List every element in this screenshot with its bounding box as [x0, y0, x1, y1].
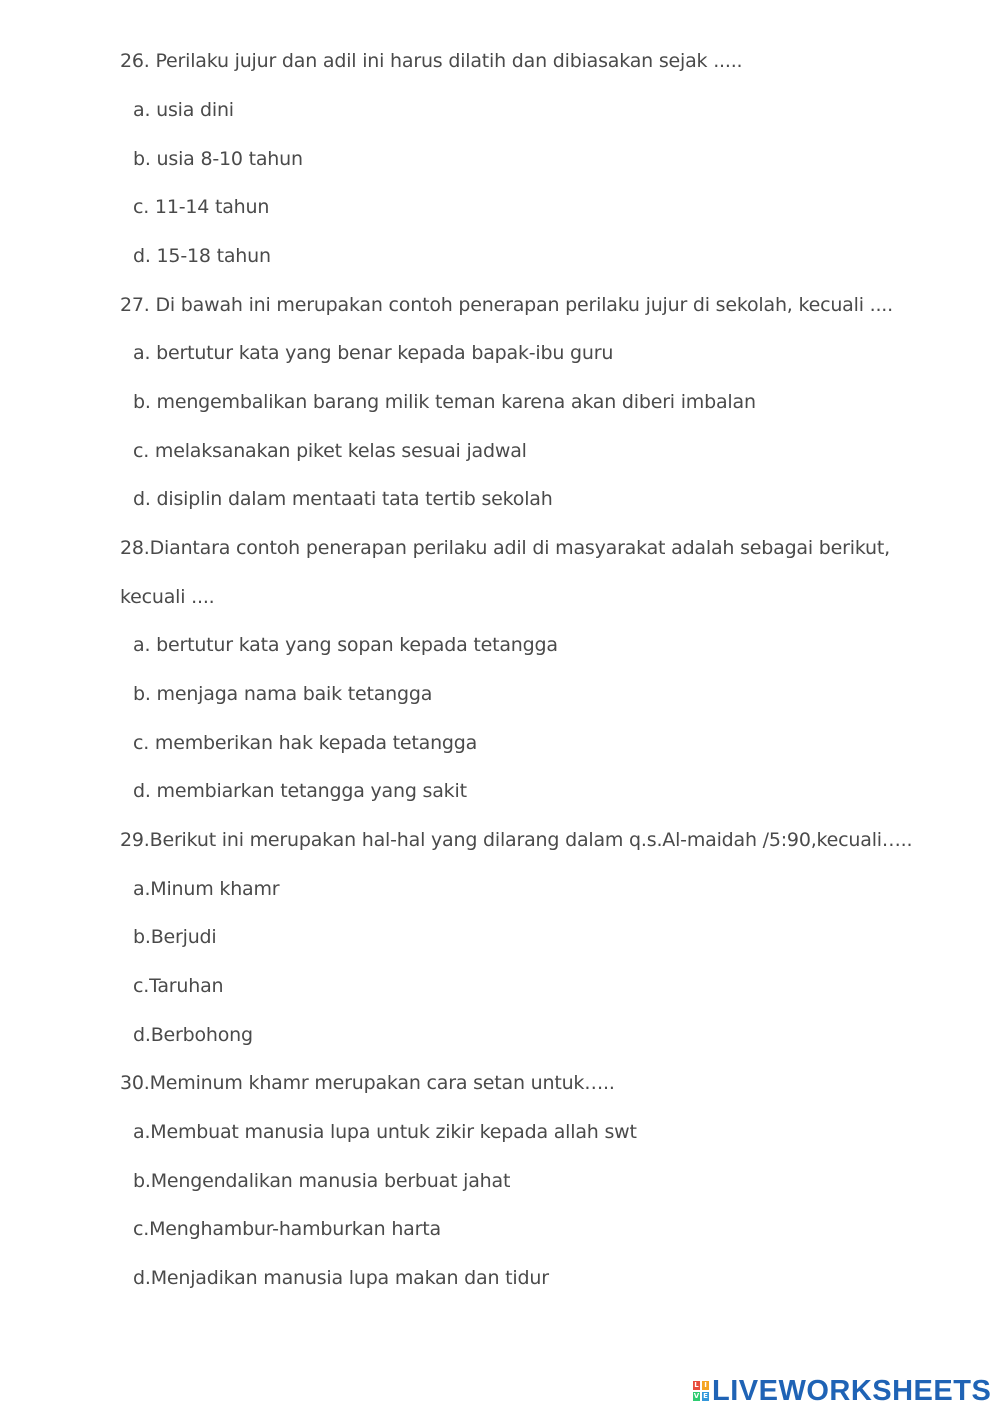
q30-option-c: c.Menghambur-hamburkan harta	[133, 1218, 441, 1240]
q26-option-d: d. 15-18 tahun	[133, 245, 271, 267]
q28-option-c: c. memberikan hak kepada tetangga	[133, 732, 478, 754]
question-26-text: 26. Perilaku jujur dan adil ini harus dilatih dan dibiasakan sejak .....	[120, 50, 743, 72]
q27-option-c: c. melaksanakan piket kelas sesuai jadwal	[133, 440, 527, 462]
q30-option-a: a.Membuat manusia lupa untuk zikir kepada allah swt	[133, 1121, 637, 1143]
logo-text: LIVEWORKSHEETS	[712, 1375, 992, 1407]
q29-option-d: d.Berbohong	[133, 1024, 253, 1046]
q27-option-a: a. bertutur kata yang benar kepada bapak-ibu guru	[133, 342, 614, 364]
q29-option-c: c.Taruhan	[133, 975, 224, 997]
logo-mark-i: I	[702, 1381, 709, 1390]
question-28-text: 28.Diantara contoh penerapan perilaku adil di masyarakat adalah sebagai berikut,	[120, 537, 890, 559]
logo-mark-icon	[693, 1381, 709, 1401]
logo-mark-v: V	[693, 1392, 700, 1400]
q26-option-a: a. usia dini	[133, 99, 234, 121]
q30-option-d: d.Menjadikan manusia lupa makan dan tidur	[133, 1267, 549, 1289]
question-27-text: 27. Di bawah ini merupakan contoh penerapan perilaku jujur di sekolah, kecuali ....	[120, 294, 893, 316]
q28-option-a: a. bertutur kata yang sopan kepada tetangga	[133, 634, 558, 656]
logo-mark-l: L	[694, 1381, 699, 1389]
liveworksheets-logo[interactable]	[693, 1376, 991, 1406]
logo-mark-e: E	[703, 1392, 708, 1400]
question-28-text-cont: kecuali ....	[120, 586, 215, 608]
q29-option-b: b.Berjudi	[133, 926, 217, 948]
q27-option-d: d. disiplin dalam mentaati tata tertib sekolah	[133, 488, 553, 510]
q30-option-b: b.Mengendalikan manusia berbuat jahat	[133, 1170, 511, 1192]
q28-option-d: d. membiarkan tetangga yang sakit	[133, 780, 467, 802]
q26-option-b: b. usia 8-10 tahun	[133, 148, 303, 170]
q27-option-b: b. mengembalikan barang milik teman karena akan diberi imbalan	[133, 391, 756, 413]
question-29-text: 29.Berikut ini merupakan hal-hal yang dilarang dalam q.s.Al-maidah /5:90,kecuali…..	[120, 829, 913, 851]
q28-option-b: b. menjaga nama baik tetangga	[133, 683, 433, 705]
q26-option-c: c. 11-14 tahun	[133, 196, 270, 218]
q29-option-a: a.Minum khamr	[133, 878, 280, 900]
question-30-text: 30.Meminum khamr merupakan cara setan untuk…..	[120, 1072, 615, 1094]
